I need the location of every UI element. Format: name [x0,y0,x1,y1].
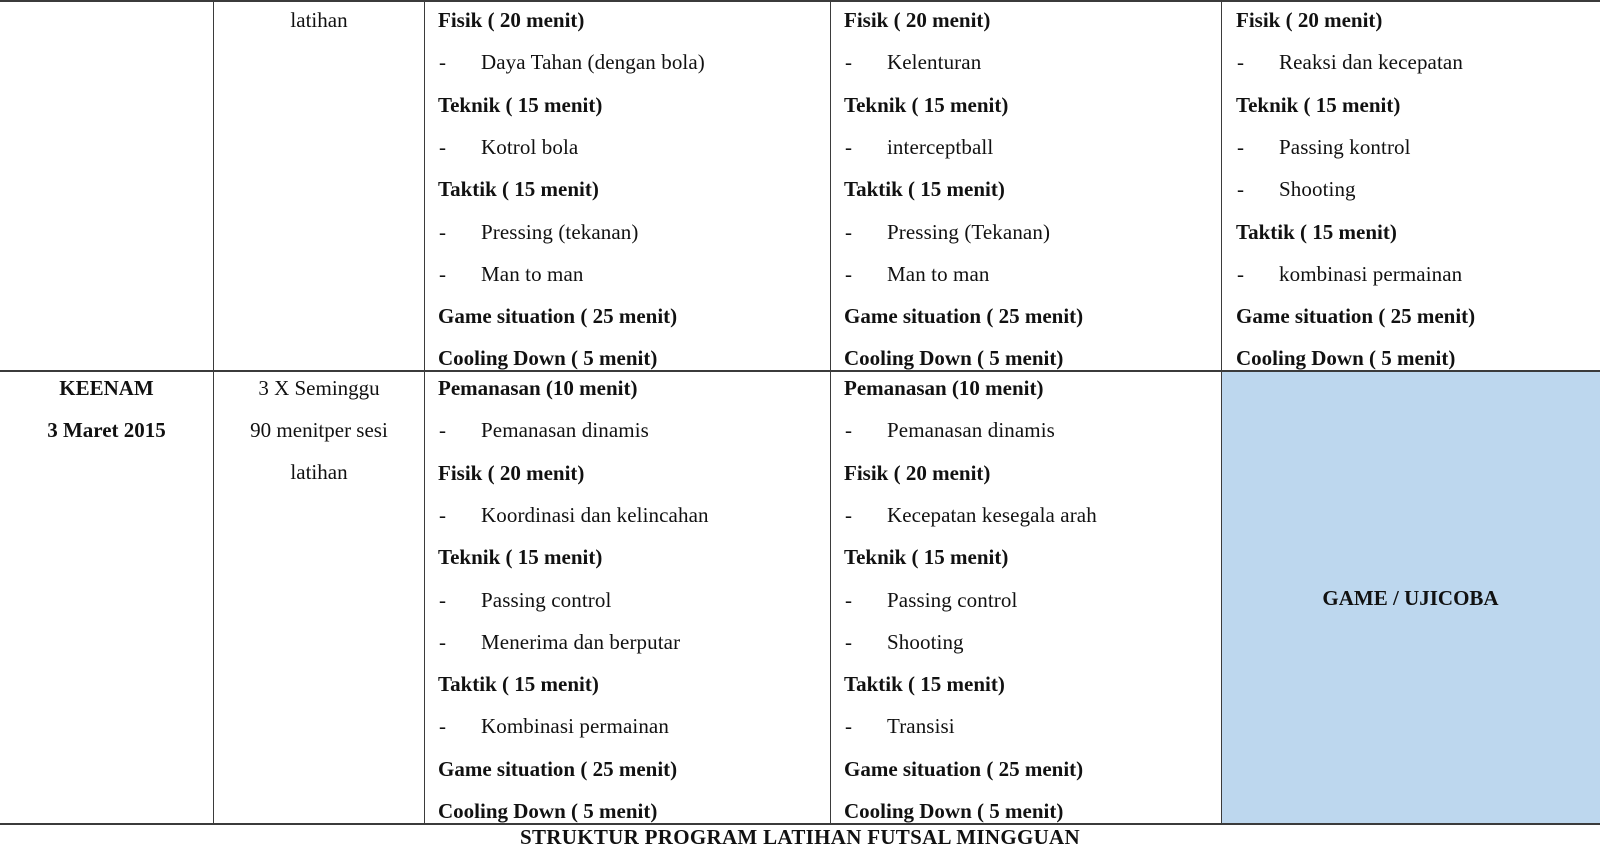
sixth-week-session-1-item: Passing control [481,588,612,612]
table-border-top [0,0,1600,2]
sixth-week-session-1-item: Menerima dan berputar [481,630,681,654]
sixth-week-session-1-heading: Teknik ( 15 menit) [438,545,603,569]
sixth-week-session-1-heading: Pemanasan (10 menit) [438,376,638,400]
prev-week-session-2-heading: Teknik ( 15 menit) [844,93,1009,117]
prev-week-session-1-heading: Taktik ( 15 menit) [438,177,599,201]
sixth-week-session-2-bullet-dash: - [845,588,852,612]
prev-week-session-2-item: Kelenturan [887,50,982,74]
prev-week-session-3-heading: Teknik ( 15 menit) [1236,93,1401,117]
sixth-week-session-1-item: Kombinasi permainan [481,714,669,738]
prev-week-session-1-bullet-dash: - [439,262,446,286]
sixth-week-session-2-item: Kecepatan kesegala arah [887,503,1097,527]
sixth-week-session-1-bullet-dash: - [439,714,446,738]
prev-week-session-2-heading: Cooling Down ( 5 menit) [844,346,1064,370]
column-divider-3 [830,0,831,825]
prev-week-session-3-heading: Cooling Down ( 5 menit) [1236,346,1456,370]
prev-week-session-1-bullet-dash: - [439,135,446,159]
prev-week-session-2-item: Pressing (Tekanan) [887,220,1051,244]
frequency-line-3: latihan [290,460,348,484]
prev-week-session-1-item: Daya Tahan (dengan bola) [481,50,705,74]
sixth-week-session-2-heading: Game situation ( 25 menit) [844,757,1084,781]
sixth-week-session-1-bullet-dash: - [439,630,446,654]
column-divider-4 [1221,0,1222,825]
sixth-week-session-1-item: Pemanasan dinamis [481,418,649,442]
prev-week-session-3-bullet-dash: - [1237,135,1244,159]
sixth-week-session-2-heading: Teknik ( 15 menit) [844,545,1009,569]
week-date: 3 Maret 2015 [47,418,166,442]
document-title: STRUKTUR PROGRAM LATIHAN FUTSAL MINGGUAN [520,825,1080,849]
sixth-week-session-1-heading: Game situation ( 25 menit) [438,757,678,781]
prev-week-session-1-bullet-dash: - [439,220,446,244]
sixth-week-session-1-bullet-dash: - [439,503,446,527]
sixth-week-session-2-item: Transisi [887,714,955,738]
prev-week-session-3-heading: Fisik ( 20 menit) [1236,8,1383,32]
prev-week-session-2-bullet-dash: - [845,220,852,244]
prev-week-session-2-item: Man to man [887,262,990,286]
prev-frequency-tail: latihan [290,8,348,32]
sixth-week-session-2-bullet-dash: - [845,418,852,442]
prev-week-session-3-bullet-dash: - [1237,262,1244,286]
prev-week-session-1-item: Kotrol bola [481,135,579,159]
prev-week-session-1-heading: Fisik ( 20 menit) [438,8,585,32]
prev-week-session-2-heading: Fisik ( 20 menit) [844,8,991,32]
week-label: KEENAM [59,376,154,400]
prev-week-session-1-item: Man to man [481,262,584,286]
prev-week-session-3-heading: Game situation ( 25 menit) [1236,304,1476,328]
prev-week-session-3-item: Reaksi dan kecepatan [1279,50,1463,74]
frequency-line-2: 90 menitper sesi [250,418,388,442]
prev-week-session-2-bullet-dash: - [845,135,852,159]
prev-week-session-2-bullet-dash: - [845,50,852,74]
prev-week-session-2-heading: Taktik ( 15 menit) [844,177,1005,201]
sixth-week-session-2-heading: Taktik ( 15 menit) [844,672,1005,696]
prev-week-session-3-item: Shooting [1279,177,1356,201]
prev-week-session-1-heading: Teknik ( 15 menit) [438,93,603,117]
prev-week-session-3-item: Passing kontrol [1279,135,1411,159]
sixth-week-session-2-bullet-dash: - [845,630,852,654]
sixth-week-session-2-heading: Pemanasan (10 menit) [844,376,1044,400]
sixth-week-session-2-bullet-dash: - [845,503,852,527]
sixth-week-session-2-item: Passing control [887,588,1018,612]
game-ujicoba-label: GAME / UJICOBA [1322,586,1499,610]
sixth-week-session-1-item: Koordinasi dan kelincahan [481,503,709,527]
prev-week-session-3-bullet-dash: - [1237,50,1244,74]
frequency-line-1: 3 X Seminggu [258,376,380,400]
sixth-week-session-2-heading: Cooling Down ( 5 menit) [844,799,1064,823]
prev-week-session-3-item: kombinasi permainan [1279,262,1463,286]
prev-week-session-1-heading: Cooling Down ( 5 menit) [438,346,658,370]
column-divider-1 [213,0,214,825]
column-divider-2 [424,0,425,825]
sixth-week-session-2-bullet-dash: - [845,714,852,738]
prev-week-session-3-heading: Taktik ( 15 menit) [1236,220,1397,244]
prev-week-session-2-heading: Game situation ( 25 menit) [844,304,1084,328]
sixth-week-session-1-bullet-dash: - [439,588,446,612]
prev-week-session-1-bullet-dash: - [439,50,446,74]
sixth-week-session-1-bullet-dash: - [439,418,446,442]
prev-week-session-2-bullet-dash: - [845,262,852,286]
sixth-week-session-1-heading: Fisik ( 20 menit) [438,461,585,485]
prev-week-session-3-bullet-dash: - [1237,177,1244,201]
sixth-week-session-1-heading: Cooling Down ( 5 menit) [438,799,658,823]
prev-week-session-2-item: interceptball [887,135,994,159]
sixth-week-session-2-heading: Fisik ( 20 menit) [844,461,991,485]
sixth-week-session-1-heading: Taktik ( 15 menit) [438,672,599,696]
row-divider [0,370,1600,372]
sixth-week-session-2-item: Shooting [887,630,964,654]
prev-week-session-1-heading: Game situation ( 25 menit) [438,304,678,328]
prev-week-session-1-item: Pressing (tekanan) [481,220,639,244]
sixth-week-session-2-item: Pemanasan dinamis [887,418,1055,442]
